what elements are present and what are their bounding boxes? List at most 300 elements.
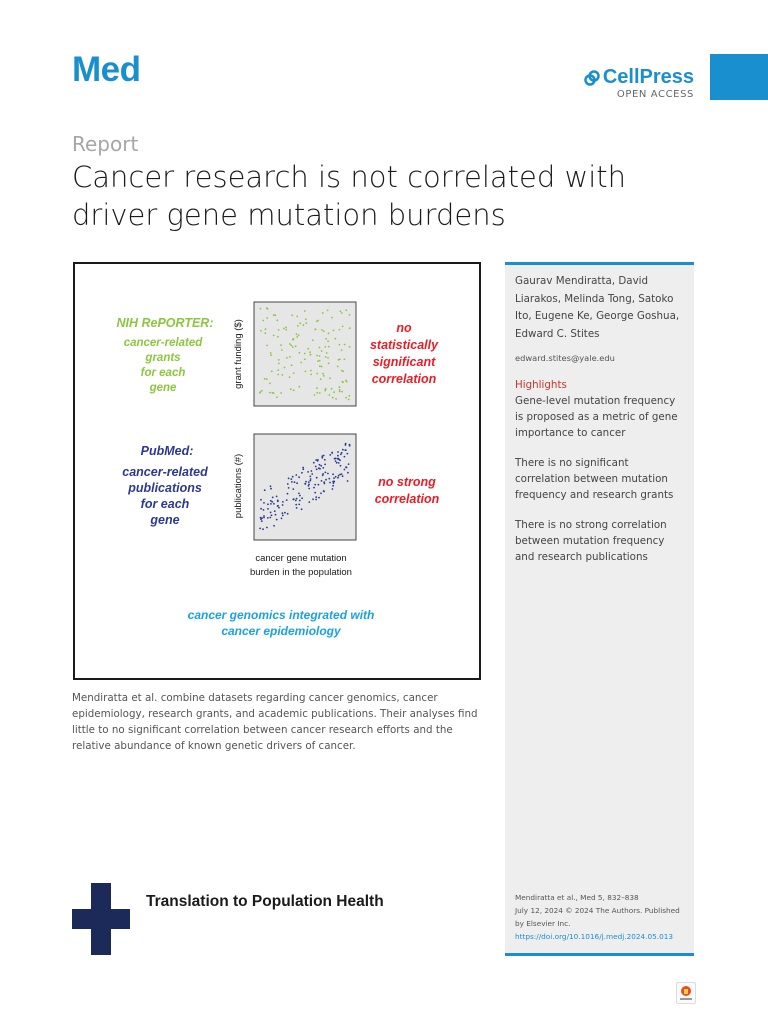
scatter-dot [332, 488, 334, 490]
scatter-dot [296, 316, 298, 318]
scatter-dot [339, 329, 341, 331]
citation-date: July 12, 2024 © 2024 The Authors. Published by Elsevier Inc. [515, 906, 680, 928]
scatter-dot [316, 468, 318, 470]
scatter-dot [348, 399, 350, 401]
scatter-dot [345, 380, 347, 382]
scatter-dot [271, 501, 273, 503]
scatter-dot [325, 389, 327, 391]
scatter-dot [291, 364, 293, 366]
scatter-dot [348, 395, 350, 397]
scatter-dot [261, 520, 263, 522]
scatter-dot [335, 476, 337, 478]
scatter-dot [323, 481, 325, 483]
scatter-dot [333, 329, 335, 331]
scatter-dot [266, 378, 268, 380]
scatter-dot [298, 504, 300, 506]
nih-line-2: grants [145, 352, 181, 364]
scatter-dot [276, 396, 278, 398]
scatter-dot [349, 314, 351, 316]
scatter-dot [273, 392, 275, 394]
scatter-dot [260, 499, 262, 501]
scatter-dot [293, 389, 295, 391]
scatter-dot [341, 349, 343, 351]
footer-line-1: cancer genomics integrated with [187, 608, 375, 622]
scatter-dot [307, 348, 309, 350]
scatter-dot [331, 388, 333, 390]
scatter-dot [334, 338, 336, 340]
scatter-dot [286, 499, 288, 501]
nih-line-1: cancer-related [123, 337, 203, 349]
scatter-dot [301, 508, 303, 510]
scatter-dot [272, 497, 274, 499]
scatter-dot [296, 333, 298, 335]
scatter-dot [325, 479, 327, 481]
scatter-dot [315, 466, 317, 468]
scatter-dot [328, 362, 330, 364]
scatter-dot [325, 472, 327, 474]
scatter-dot [266, 527, 268, 529]
x-label-1: cancer gene mutation [255, 553, 347, 564]
scatter-dot [281, 349, 283, 351]
footer-line-2: cancer epidemiology [221, 624, 341, 638]
scatter-dot [299, 495, 301, 497]
nih-line-3: for each [140, 367, 186, 379]
scatter-dot [324, 459, 326, 461]
scatter-dot [321, 455, 323, 457]
scatter-dot [292, 488, 294, 490]
scatter-dot [263, 509, 265, 511]
nih-label: NIH RePORTER: [116, 316, 214, 330]
pub-plot-panel [254, 434, 356, 540]
scatter-dot [331, 452, 333, 454]
scatter-dot [337, 455, 339, 457]
scatter-dot [337, 458, 339, 460]
scatter-dot [321, 457, 323, 459]
scatter-dot [347, 472, 349, 474]
nih-line-4: gene [149, 382, 177, 394]
scatter-dot [340, 311, 342, 313]
scatter-dot [322, 467, 324, 469]
scatter-dot [290, 345, 292, 347]
scatter-dot [298, 334, 300, 336]
scatter-dot [345, 449, 347, 451]
scatter-dot [342, 449, 344, 451]
scatter-dot [309, 351, 311, 353]
scatter-dot [318, 484, 320, 486]
scatter-dot [295, 345, 297, 347]
scatter-dot [319, 365, 321, 367]
scatter-dot [285, 329, 287, 331]
scatter-dot [263, 502, 265, 504]
scatter-dot [347, 480, 349, 482]
scatter-dot [260, 517, 262, 519]
scatter-dot [327, 357, 329, 359]
scatter-dot [264, 378, 266, 380]
publisher-logo [584, 66, 694, 100]
pub-axis-label: publications (#) [233, 453, 244, 519]
scatter-dot [296, 507, 298, 509]
scatter-dot [270, 354, 272, 356]
scatter-dot [271, 514, 273, 516]
scatter-dot [333, 477, 335, 479]
pubmed-line-3: for each [140, 497, 190, 511]
citation-block [515, 891, 685, 943]
scatter-dot [313, 462, 315, 464]
graphical-abstract-figure [75, 264, 479, 678]
scatter-dot [321, 329, 323, 331]
scatter-dot [333, 391, 335, 393]
grant-result-3: significant [372, 355, 436, 369]
scatter-dot [284, 367, 286, 369]
scatter-dot [310, 354, 312, 356]
scatter-dot [292, 476, 294, 478]
pubmed-line-2: publications [128, 481, 202, 495]
scatter-dot [270, 512, 272, 514]
scatter-dot [338, 475, 340, 477]
scatter-dot [324, 346, 326, 348]
scatter-dot [340, 465, 342, 467]
scatter-dot [262, 320, 264, 322]
scatter-dot [319, 355, 321, 357]
scatter-dot [305, 318, 307, 320]
scatter-dot [276, 496, 278, 498]
scatter-dot [292, 346, 294, 348]
scatter-dot [264, 332, 266, 334]
article-title: Cancer research is not correlated with driver gene mutation burdens [72, 160, 627, 232]
scatter-dot [273, 525, 275, 527]
scatter-dot [265, 328, 267, 330]
grant-axis-label: grant funding ($) [233, 319, 244, 389]
scatter-dot [341, 391, 343, 393]
scatter-dot [305, 371, 307, 373]
doi-link[interactable]: https://doi.org/10.1016/j.medj.2024.05.013 [515, 932, 674, 941]
scatter-dot [349, 445, 351, 447]
scatter-dot [328, 332, 330, 334]
grant-result-1: no [396, 321, 412, 335]
scatter-dot [299, 500, 301, 502]
scatter-dot [267, 508, 269, 510]
scatter-dot [349, 327, 351, 329]
scatter-dot [339, 344, 341, 346]
scatter-dot [316, 392, 318, 394]
scatter-dot [346, 467, 348, 469]
scatter-dot [292, 339, 294, 341]
scatter-dot [314, 484, 316, 486]
scatter-dot [332, 397, 334, 399]
scatter-dot [282, 501, 284, 503]
scatter-dot [269, 392, 271, 394]
scatter-dot [310, 478, 312, 480]
scatter-dot [322, 373, 324, 375]
graphical-abstract [73, 262, 481, 680]
scatter-dot [311, 470, 313, 472]
scatter-dot [302, 468, 304, 470]
scatter-dot [259, 391, 261, 393]
scatter-dot [339, 474, 341, 476]
scatter-dot [324, 464, 326, 466]
scatter-dot [276, 519, 278, 521]
pub-result-2: correlation [374, 492, 440, 506]
scatter-dot [317, 320, 319, 322]
journal-name: Med [72, 50, 141, 89]
scatter-dot [332, 473, 334, 475]
scatter-dot [277, 336, 279, 338]
scatter-dot [308, 481, 310, 483]
scatter-dot [277, 369, 279, 371]
scatter-dot [315, 496, 317, 498]
scatter-dot [277, 500, 279, 502]
scatter-dot [342, 326, 344, 328]
scatter-dot [345, 397, 347, 399]
pubmed-label: PubMed: [140, 444, 194, 458]
scatter-dot [295, 504, 297, 506]
scatter-dot [315, 459, 317, 461]
scatter-dot [316, 477, 318, 479]
scatter-dot [293, 372, 295, 374]
scatter-dot [304, 353, 306, 355]
scatter-dot [310, 374, 312, 376]
scatter-dot [278, 329, 280, 331]
scatter-dot [285, 327, 287, 329]
scatter-dot [270, 352, 272, 354]
scatter-dot [339, 391, 341, 393]
scatter-dot [339, 389, 341, 391]
scatter-dot [333, 481, 335, 483]
scatter-dot [336, 462, 338, 464]
section-label: Translation to Population Health [146, 893, 384, 910]
scatter-dot [328, 346, 330, 348]
corresponding-email[interactable]: edward.stites@yale.edu [515, 353, 615, 363]
scatter-dot [321, 350, 323, 352]
scatter-dot [278, 363, 280, 365]
cellpress-icon [584, 70, 600, 86]
scatter-dot [316, 355, 318, 357]
scatter-dot [299, 322, 301, 324]
scatter-dot [301, 497, 303, 499]
scatter-dot [321, 480, 323, 482]
highlights-heading: Highlights [515, 379, 567, 391]
scatter-dot [289, 343, 291, 345]
scatter-dot [305, 481, 307, 483]
scatter-dot [277, 374, 279, 376]
highlight-item: There is no strong correlation between mutation frequency and research publications [515, 519, 667, 563]
scatter-dot [288, 487, 290, 489]
scatter-dot [278, 359, 280, 361]
scatter-dot [309, 480, 311, 482]
scatter-dot [314, 394, 316, 396]
scatter-dot [274, 314, 276, 316]
scatter-dot [341, 452, 343, 454]
scatter-dot [345, 309, 347, 311]
scatter-dot [305, 483, 307, 485]
scatter-dot [267, 308, 269, 310]
scatter-dot [340, 453, 342, 455]
scatter-dot [321, 366, 323, 368]
scatter-dot [313, 487, 315, 489]
scatter-dot [341, 370, 343, 372]
scatter-dot [290, 478, 292, 480]
scatter-dot [322, 473, 324, 475]
scatter-dot [307, 471, 309, 473]
scatter-dot [299, 352, 301, 354]
scatter-dot [341, 312, 343, 314]
scatter-dot [264, 489, 266, 491]
scatter-dot [344, 456, 346, 458]
scatter-dot [262, 528, 264, 530]
scatter-dot [296, 336, 298, 338]
scatter-dot [338, 359, 340, 361]
scatter-dot [329, 454, 331, 456]
scatter-dot [260, 518, 262, 520]
scatter-dot [312, 339, 314, 341]
scatter-dot [271, 370, 273, 372]
scatter-dot [305, 322, 307, 324]
scatter-dot [325, 356, 327, 358]
scatter-dot [319, 464, 321, 466]
scatter-dot [349, 346, 351, 348]
scatter-dot [315, 328, 317, 330]
scatter-dot [311, 473, 313, 475]
scatter-dot [329, 377, 331, 379]
scatter-dot [269, 383, 271, 385]
scatter-dot [333, 482, 335, 484]
scatter-dot [267, 503, 269, 505]
scatter-dot [260, 308, 262, 310]
scatter-dot [295, 500, 297, 502]
scatter-dot [344, 358, 346, 360]
scatter-dot [281, 518, 283, 520]
scatter-dot [267, 517, 269, 519]
scatter-dot [270, 485, 272, 487]
scatter-dot [273, 335, 275, 337]
scatter-dot [319, 392, 321, 394]
scatter-dot [294, 481, 296, 483]
scatter-dot [335, 398, 337, 400]
scatter-dot [287, 493, 289, 495]
scatter-dot [297, 325, 299, 327]
scatter-dot [280, 344, 282, 346]
scatter-dot [287, 513, 289, 515]
scatter-dot [318, 467, 320, 469]
scatter-dot [260, 508, 262, 510]
scatter-dot [335, 458, 337, 460]
scatter-dot [328, 478, 330, 480]
scatter-dot [316, 387, 318, 389]
scatter-dot [335, 460, 337, 462]
scatter-dot [342, 381, 344, 383]
scatter-dot [284, 512, 286, 514]
scatter-dot [278, 507, 280, 509]
scatter-dot [289, 376, 291, 378]
scatter-dot [319, 360, 321, 362]
scatter-dot [316, 373, 318, 375]
scatter-dot [295, 474, 297, 476]
scatter-dot [317, 360, 319, 362]
scatter-dot [337, 366, 339, 368]
scatter-dot [344, 344, 346, 346]
scatter-dot [315, 499, 317, 501]
scatter-dot [270, 503, 272, 505]
scatter-dot [296, 498, 298, 500]
article-type: Report [72, 132, 139, 156]
citation-journal: Mendiratta et al., Med 5, 832–838 [515, 893, 639, 902]
scatter-dot [332, 485, 334, 487]
scatter-dot [323, 375, 325, 377]
scatter-dot [269, 517, 271, 519]
scatter-dot [280, 392, 282, 394]
scatter-dot [290, 388, 292, 390]
scatter-dot [346, 453, 348, 455]
scatter-dot [327, 473, 329, 475]
scatter-dot [337, 451, 339, 453]
scatter-dot [329, 394, 331, 396]
scatter-dot [303, 324, 305, 326]
scatter-dot [286, 357, 288, 359]
scatter-dot [282, 515, 284, 517]
author-list: Gaurav Mendiratta, David Liarakos, Melinda Tong, Satoko Ito, Eugene Ke, George Goshua, Edward C. Stites [515, 275, 680, 340]
highlight-item: Gene-level mutation frequency is proposed as a metric of gene importance to cancer [515, 395, 678, 439]
scatter-dot [320, 492, 322, 494]
scatter-dot [300, 362, 302, 364]
scatter-dot [320, 465, 322, 467]
scatter-dot [301, 472, 303, 474]
scatter-dot [281, 374, 283, 376]
scatter-dot [283, 328, 285, 330]
scatter-dot [310, 370, 312, 372]
scatter-dot [308, 485, 310, 487]
scatter-dot [276, 319, 278, 321]
publisher-name: CellPress [602, 66, 694, 88]
scatter-dot [348, 463, 350, 465]
corner-accent [710, 54, 768, 100]
pub-result-1: no strong [378, 475, 436, 489]
scatter-dot [302, 467, 304, 469]
scatter-dot [304, 310, 306, 312]
scatter-dot [282, 512, 284, 514]
x-label-2: burden in the population [250, 567, 352, 578]
check-for-updates-icon [677, 983, 695, 1003]
check-for-updates-badge[interactable] [676, 982, 696, 1004]
pubmed-line-4: gene [150, 513, 180, 527]
scatter-dot [291, 481, 293, 483]
scatter-dot [282, 504, 284, 506]
scatter-dot [298, 386, 300, 388]
scatter-dot [323, 490, 325, 492]
scatter-dot [261, 390, 263, 392]
scatter-dot [292, 499, 294, 501]
scatter-dot [289, 356, 291, 358]
scatter-dot [322, 312, 324, 314]
scatter-dot [308, 488, 310, 490]
scatter-dot [338, 462, 340, 464]
highlight-item: There is no significant correlation between mutation frequency and research grants [515, 457, 674, 501]
scatter-dot [291, 314, 293, 316]
scatter-dot [317, 459, 319, 461]
scatter-dot [325, 338, 327, 340]
scatter-dot [298, 493, 300, 495]
scatter-dot [326, 352, 328, 354]
grant-result-4: correlation [371, 372, 437, 386]
scatter-dot [318, 497, 320, 499]
grant-result-2: statistically [369, 338, 439, 352]
scatter-dot [337, 477, 339, 479]
scatter-dot [331, 317, 333, 319]
scatter-dot [312, 498, 314, 500]
scatter-dot [263, 517, 265, 519]
scatter-dot [270, 488, 272, 490]
scatter-dot [275, 514, 277, 516]
scatter-dot [304, 358, 306, 360]
